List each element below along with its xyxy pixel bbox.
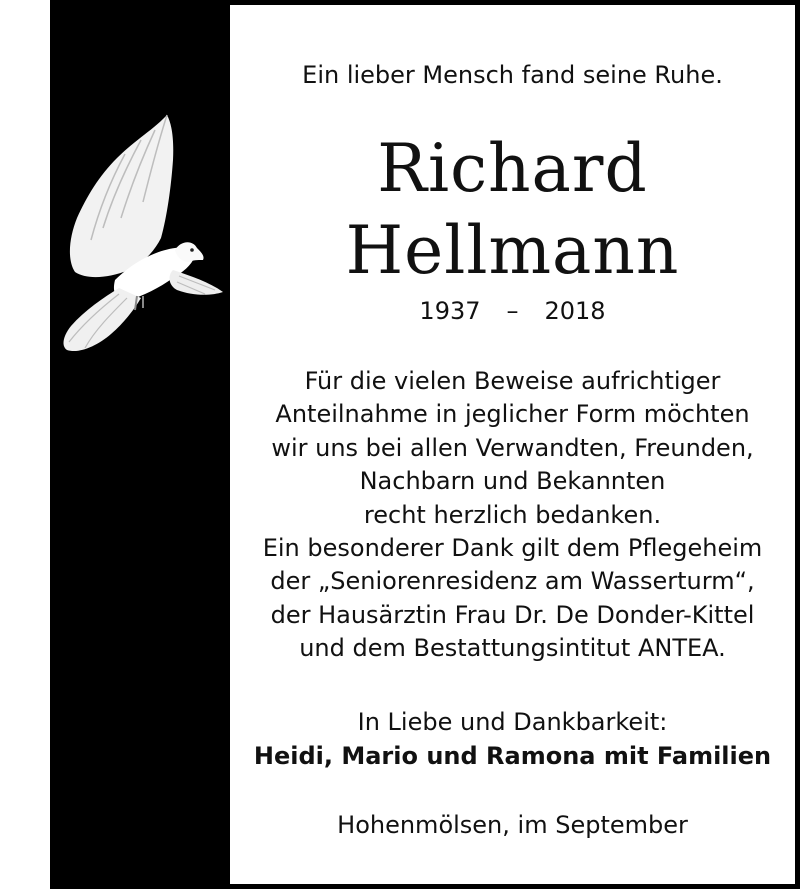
left-margin [0, 0, 50, 889]
birth-year: 1937 [419, 297, 481, 325]
signers: Heidi, Mario und Ramona mit Familien [253, 742, 772, 770]
thanks-line: recht herzlich bedanken. [363, 500, 662, 529]
thanks-text [230, 365, 795, 666]
thanks-line: Ein besonderer Dank gilt dem Pflegeheim [262, 534, 763, 563]
first-name: Richard [377, 130, 648, 207]
life-dates [230, 293, 795, 329]
thanks-line: Nachbarn und Bekannten [359, 467, 666, 496]
last-name: Hellmann [345, 212, 680, 289]
dove-icon [55, 110, 230, 360]
text-panel [230, 0, 800, 889]
thanks-line: der „Seniorenresidenz am Wasserturm“, [270, 567, 755, 596]
thanks-line: wir uns bei allen Verwandten, Freunden, [271, 433, 754, 462]
thanks-line: der Hausärztin Frau Dr. De Donder-Kittel [270, 600, 755, 629]
date-dash: – [506, 297, 519, 325]
thanks-line: und dem Bestattungsintitut ANTEA. [299, 634, 726, 663]
thanks-line: Anteilnahme in jeglicher Form möchten [275, 400, 750, 429]
closing-line: In Liebe und Dankbarkeit: [357, 708, 668, 736]
death-year: 2018 [544, 297, 606, 325]
thanks-line: Für die vielen Beweise aufrichtiger [304, 367, 721, 395]
closing-block [230, 705, 795, 773]
intro-line: Ein lieber Mensch fand seine Ruhe. [302, 61, 723, 89]
place-date: Hohenmölsen, im September [337, 811, 688, 839]
